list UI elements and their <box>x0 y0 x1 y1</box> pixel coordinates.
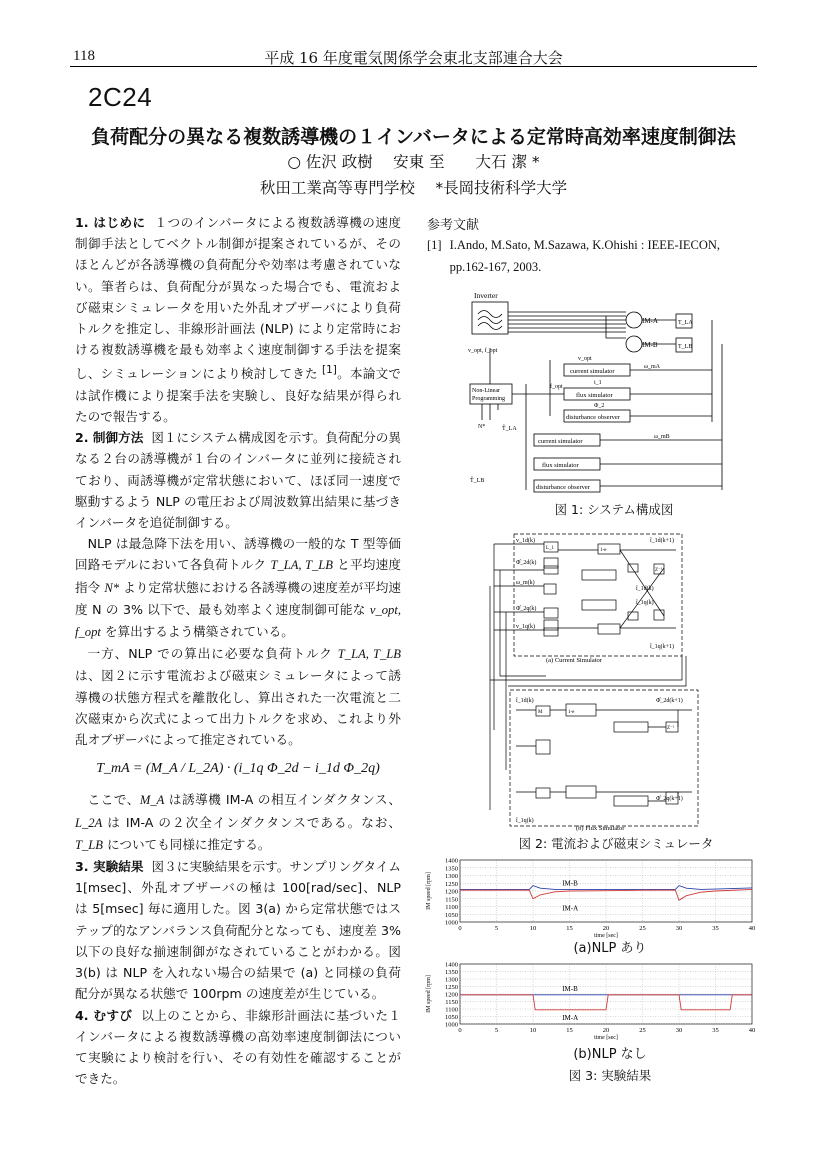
dist-obs-label-b: disturbance observer <box>536 484 590 491</box>
x-tick-label: 25 <box>639 925 646 932</box>
y-tick-label: 1400 <box>445 857 458 865</box>
paragraph: 。本論文では試作機により提案手法を実験し、良好な結果が得られたので報告する。 <box>75 366 401 425</box>
y-tick-label: 1100 <box>445 1006 458 1014</box>
motor-a-icon <box>626 312 642 328</box>
imb-label: IM-B <box>642 341 658 349</box>
x-tick-label: 10 <box>529 925 537 932</box>
paragraph: 図３に実験結果を示す。サンプリングタイム 1[msec]、外乱オブザーバの極は 100[rad/sec]、NLP は 5[msec] 毎に適用した。図 3(a) から定常状態ではステップ的なアンバランス負荷配分となっても、速度差 3% 以下の良好な揃速制御がなされていることがわかる。図 3(b) は NLP を入れない場合の結果で (a) と同様の負荷配分が異なる状態で 100rpm の速度差が生じている。 <box>75 859 401 1002</box>
v1q-label: v_1q(k) <box>516 624 535 630</box>
y-tick-label: 1200 <box>445 991 458 999</box>
y-axis-label: IM speed [rpm] <box>426 872 432 910</box>
text-run: は、図２に示す電流および磁束シミュレータによって誘導機の状態方程式を離散化し、算出された一次電流と二次磁束から次式によって出力トルクを求め、これより外乱オブザーバによって推定されている。 <box>75 668 401 748</box>
symbol: T_LA, T_LB <box>337 647 401 662</box>
section-2 <box>75 427 401 533</box>
x-tick-label: 20 <box>602 1027 610 1034</box>
symbol: T_LB <box>75 837 103 852</box>
fopt-label: f_opt <box>550 384 563 390</box>
header-rule <box>70 66 757 67</box>
fig2-caption: 図 2: 電流および磁束シミュレータ <box>518 836 714 851</box>
nlp-label-1: Non-Linear <box>472 388 500 394</box>
paragraph <box>75 643 401 750</box>
annotation-imb: IM-B <box>562 984 578 993</box>
phi2q-out-label: Φ̂_2q(k+1) <box>656 796 683 802</box>
l1-label: L_1 <box>546 546 555 551</box>
x-tick-label: 30 <box>675 925 683 932</box>
text-run: は誘導機 IM-A の相互インダクタンス、 <box>164 792 402 808</box>
reference-number: [1] <box>427 238 442 252</box>
references-heading: 参考文献 <box>427 218 480 233</box>
wa-label: ω_mA <box>644 364 660 370</box>
y-tick-label: 1100 <box>445 904 458 911</box>
cur-sim-label-b: current simulator <box>538 438 583 445</box>
x-tick-label: 30 <box>675 1027 683 1034</box>
e-label-b: 1-e <box>568 710 575 715</box>
y-tick-label: 1250 <box>445 880 458 888</box>
symbol: N* <box>104 580 120 595</box>
paper-affiliations: 秋田工業高等専門学校 *長岡技術科学大学 <box>259 179 568 197</box>
i1q-label: î_1q(k) <box>636 600 654 606</box>
y-tick-label: 1400 <box>445 961 458 969</box>
tla-label: T_LA <box>678 320 693 326</box>
paragraph <box>75 533 401 643</box>
motor-b-icon <box>626 336 642 352</box>
y-tick-label: 1000 <box>445 919 458 927</box>
x-tick-label: 40 <box>748 1027 756 1034</box>
nstar-label: N* <box>478 424 486 430</box>
x-tick-label: 10 <box>529 1027 537 1034</box>
y-tick-label: 1300 <box>445 873 458 880</box>
chart-b <box>422 958 762 1044</box>
x-tick-label: 5 <box>494 1027 499 1034</box>
x-tick-label: 15 <box>566 925 573 932</box>
paragraph: １つのインバータによる複数誘導機の速度制御手法としてベクトル制御が提案されているが、そのほとんどが各誘導機の負荷配分や効率は考慮されていない。筆者らは、負荷配分が異なった場合でも、電流および磁束シミュレータを用いた外乱オブザーバにより負荷トルクを推定し、非線形計画法 (NLP) により定常時における複数誘導機を最も効率よく速度制御する手法を提案し、シミュレーションにより検討してきた <box>75 215 401 382</box>
e-label: 1-e <box>600 548 607 553</box>
paper-code: 2C24 <box>88 82 153 112</box>
phi2q-label: Φ̂_2q(k) <box>516 606 537 612</box>
section-heading: 3. 実験結果 <box>75 859 144 875</box>
annotation-imb: IM-B <box>562 879 578 888</box>
i1d-out-label: î_1d(k+1) <box>650 538 675 544</box>
v1d-label: v_1d(k) <box>516 538 535 544</box>
y-tick-label: 1350 <box>445 969 458 976</box>
x-tick-label: 15 <box>566 1027 573 1034</box>
vf-label: v_opt, f_opt <box>468 348 498 354</box>
symbol: T_LA, T_LB <box>270 558 333 573</box>
m-label: M <box>538 710 543 715</box>
section-1 <box>75 212 401 427</box>
section-4 <box>75 1005 401 1090</box>
y-tick-label: 1200 <box>445 888 458 896</box>
y-tick-label: 1150 <box>445 896 458 904</box>
section-heading: 2. 制御方法 <box>75 430 144 446</box>
z-label: Z⁻¹ <box>655 568 663 573</box>
y-tick-label: 1050 <box>445 1014 458 1021</box>
fig1-caption: 図 1: システム構成図 <box>554 502 674 517</box>
paragraph <box>75 789 401 856</box>
simulator-diagram <box>486 530 720 832</box>
dist-obs-label: disturbance observer <box>566 414 620 421</box>
conference-title: 平成 16 年度電気関係学会東北支部連合大会 <box>264 49 563 67</box>
y-tick-label: 1050 <box>445 911 458 919</box>
y-tick-label: 1250 <box>445 984 458 991</box>
text-run: ここで、 <box>87 792 140 808</box>
inverter-box <box>472 302 508 334</box>
flux-sim-label-b: flux simulator <box>542 462 579 469</box>
section-heading: 4. むすび <box>75 1007 133 1023</box>
system-diagram <box>466 290 762 496</box>
i1d-in-label: î_1d(k) <box>516 698 534 704</box>
paragraph: 以上のことから、非線形計画法に基づいた１インバータによる複数誘導機の高効率速度制御法について実験により検討を行い、その有効性を確認することができた。 <box>75 1007 402 1087</box>
tlb-label: T_LB <box>678 344 693 350</box>
symbol: v_opt, f_opt <box>75 602 401 640</box>
phi2d-label: Φ̂_2d(k) <box>516 560 537 566</box>
flux-sim-label: flux simulator <box>576 392 613 399</box>
chart-b-title: (b)NLP なし <box>573 1047 647 1062</box>
i1q-out-label: î_1q(k+1) <box>650 644 675 650</box>
phi2-label: Φ_2 <box>594 403 605 409</box>
x-tick-label: 20 <box>602 925 610 932</box>
annotation-ima: IM-A <box>562 904 579 913</box>
text-run: より定常状態における各誘導機の速度差が平均速度 N の 3% 以下で、最も効率よく速度制御可能な <box>75 579 401 617</box>
text-run: と平均速度指令 <box>75 557 401 595</box>
x-axis-label: time [sec] <box>594 933 618 939</box>
x-tick-label: 0 <box>458 1027 462 1034</box>
tla-hat-label: T̂_LA <box>502 426 517 432</box>
text-run: NLP は最急降下法を用い、誘導機の一般的な T 型等価回路モデルにおいて各負荷トルク <box>75 536 401 573</box>
z-label-b: Z⁻¹ <box>667 726 675 731</box>
i1d-label: î_1d(k) <box>636 586 654 592</box>
phi2d-out-label: Φ̂_2d(k+1) <box>656 698 683 704</box>
i1q-in-label: î_1q(k) <box>516 818 534 824</box>
y-tick-label: 1150 <box>445 999 458 1006</box>
x-tick-label: 35 <box>712 925 719 932</box>
text-run: 一方、NLP での算出に必要な負荷トルク <box>87 646 338 662</box>
chart-a-title: (a)NLP あり <box>573 941 647 956</box>
inverter-label: Inverter <box>474 291 498 300</box>
text-run: を算出するよう構築されている。 <box>100 624 294 640</box>
symbol: L_2A <box>75 815 103 830</box>
section-heading: 1. はじめに <box>75 215 146 230</box>
nlp-label-2: Programming <box>472 396 505 402</box>
citation: [1] <box>322 364 337 377</box>
x-tick-label: 5 <box>494 925 499 932</box>
left-column <box>75 212 401 1089</box>
x-tick-label: 0 <box>458 925 462 932</box>
x-tick-label: 35 <box>712 1027 719 1034</box>
y-tick-label: 1350 <box>445 865 458 873</box>
section-3 <box>75 856 401 1004</box>
cur-sim-label: current simulator <box>570 368 615 375</box>
text-run: は IM-A の２次全インダクタンスである。なお、 <box>102 814 401 830</box>
wb-label: ω_mB <box>654 434 670 440</box>
page-number: 118 <box>73 48 95 64</box>
y-tick-label: 1000 <box>445 1021 458 1029</box>
paragraph: 図１にシステム構成図を示す。負荷配分の異なる２台の誘導機が１台のインバータに並列に接続されており、両誘導機が定常状態において、ほぼ同一速度で駆動するよう NLP の電圧および周波数算出結果に基づきインバータを追従制御する。 <box>75 430 401 531</box>
paper-title: 負荷配分の異なる複数誘導機の１インバータによる定常時高効率速度制御法 <box>91 126 736 148</box>
x-tick-label: 25 <box>639 1027 646 1034</box>
y-tick-label: 1300 <box>445 976 458 984</box>
sub-a-label: (a) Current Simulator <box>546 657 602 664</box>
fig3-caption: 図 3: 実験結果 <box>568 1068 652 1083</box>
reference-item <box>427 234 757 278</box>
x-tick-label: 40 <box>748 925 756 932</box>
tlb-hat-label: T̂_LB <box>470 478 485 484</box>
i1-label: i_1 <box>594 380 602 386</box>
text-run: についても同様に推定する。 <box>103 836 271 852</box>
paper-authors: ○ 佐沢 政樹 安東 至 大石 潔 * <box>287 153 540 171</box>
ima-label: IM-A <box>642 317 658 325</box>
annotation-ima: IM-A <box>562 1013 579 1022</box>
x-axis-label: time [sec] <box>594 1035 618 1041</box>
sub-b-label: (b) Flux Simulator <box>576 825 625 832</box>
vopt-label: v_opt <box>578 356 592 362</box>
torque-equation: T_mA = (M_A / L_2A) · (i_1q Φ_2d − i_1d Φ_2q) <box>96 761 380 777</box>
symbol: M_A <box>139 793 165 808</box>
wm-label: ω_m(k) <box>516 580 535 586</box>
y-axis-label: IM speed [rpm] <box>426 975 432 1013</box>
reference-text: I.Ando, M.Sato, M.Sazawa, K.Ohishi : IEEE-IECON, pp.162-167, 2003. <box>449 238 721 274</box>
